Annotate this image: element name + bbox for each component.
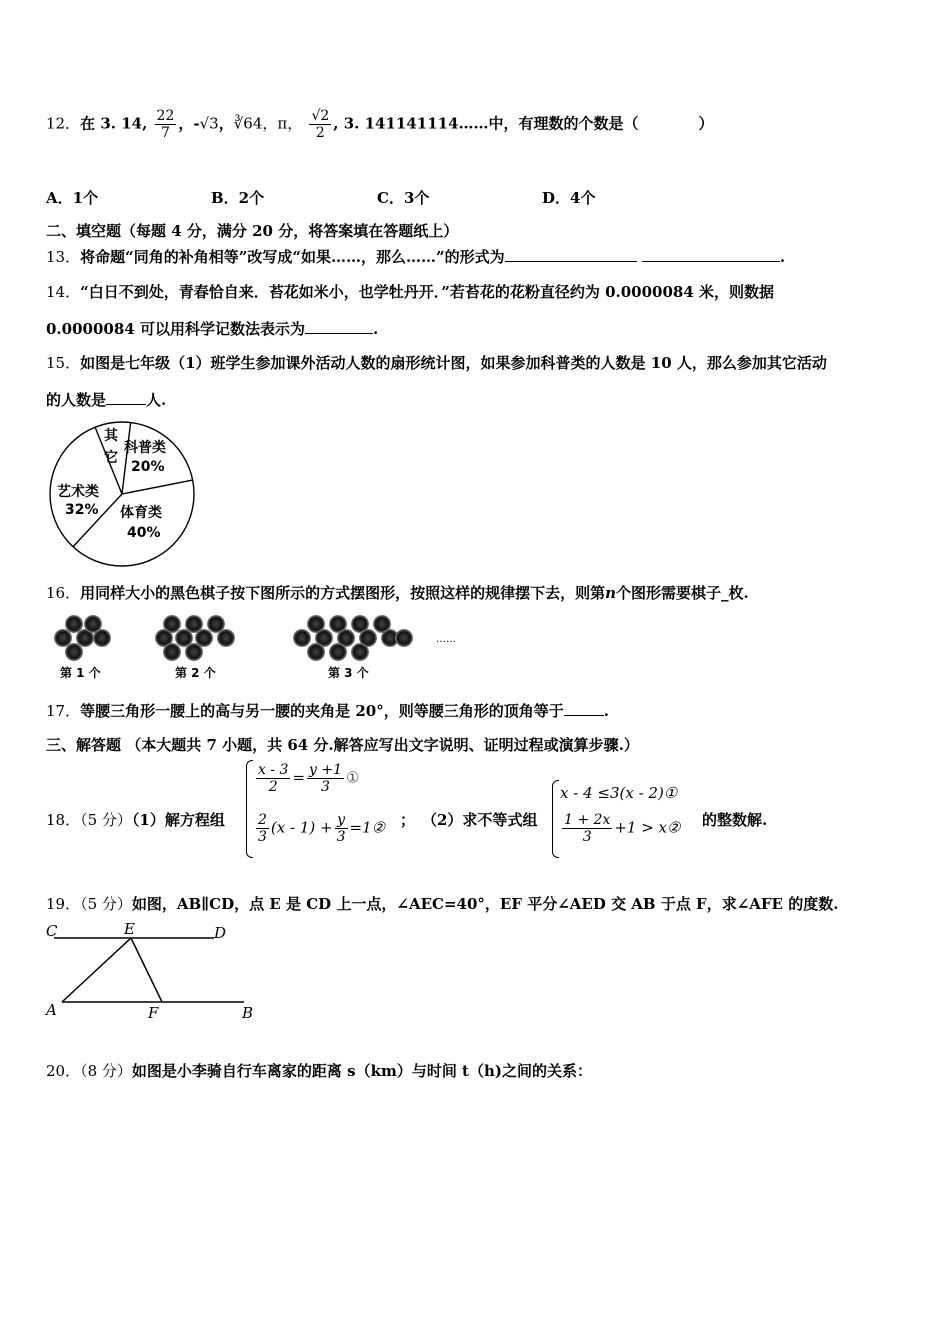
segment-ef bbox=[131, 938, 162, 1002]
section-2-heading: 二、填空题（每题 4 分，满分 20 分，将答案填在答题纸上） bbox=[46, 222, 459, 240]
frac-top: y +1 bbox=[309, 762, 343, 778]
q18-line bbox=[46, 809, 225, 830]
point-label-b: B bbox=[242, 1004, 254, 1022]
q17-number: 17． bbox=[46, 702, 81, 720]
pie-slice-boundary-体育类 bbox=[122, 480, 193, 494]
pie-label-tiyu-pct: 40% bbox=[127, 525, 161, 541]
q12-option-b: B．2个 bbox=[211, 189, 265, 207]
q15-line-1 bbox=[46, 352, 827, 373]
q15-end: 人. bbox=[146, 391, 167, 409]
q16-text-b: 个图形需要棋子_枚. bbox=[616, 584, 749, 602]
q16-line bbox=[46, 582, 749, 603]
q12-suffix: , 3. 141141114……中，有理数的个数是（ ） bbox=[333, 114, 714, 133]
point-label-f: F bbox=[148, 1004, 159, 1022]
pie-label-kepu-pct: 20% bbox=[131, 459, 165, 475]
q18-end: 的整数解. bbox=[702, 811, 768, 829]
q12-cbrt64: ∛64 bbox=[233, 114, 263, 133]
section-3-heading: 三、解答题 （本大题共 7 小题，共 64 分.解答应写出文字说明、证明过程或演算步骤.） bbox=[46, 736, 639, 754]
q14-number: 14． bbox=[46, 283, 81, 301]
q19-points: （5 分） bbox=[80, 895, 132, 913]
pattern-1 bbox=[54, 615, 111, 661]
frac-1-2x-over-3 bbox=[562, 812, 612, 845]
marker-1: ① bbox=[346, 768, 360, 787]
stone bbox=[307, 643, 325, 661]
frac-x-3-over-2 bbox=[256, 762, 290, 795]
pie-label-tiyu: 体育类 bbox=[120, 505, 162, 521]
q18-part2: （2）求不等式组 bbox=[422, 811, 538, 829]
point-label-d: D bbox=[214, 924, 227, 942]
q12-sqrt3: √3 bbox=[199, 114, 219, 133]
q14-line-2 bbox=[46, 318, 378, 339]
stone bbox=[65, 643, 83, 661]
q20-points: （8 分） bbox=[80, 1062, 132, 1080]
q20-text: 如图是小李骑自行车离家的距离 s（km）与时间 t（h)之间的关系： bbox=[131, 1062, 592, 1080]
q18-separator: ； bbox=[400, 811, 416, 829]
q12-option-d: D．4个 bbox=[542, 189, 596, 207]
point-label-e: E bbox=[124, 920, 135, 938]
q12-number: 12． bbox=[46, 114, 81, 133]
pie-label-yishu-pct: 32% bbox=[65, 502, 99, 518]
q18-brace-1 bbox=[246, 760, 253, 858]
pattern-2 bbox=[155, 615, 235, 661]
q20-number: 20． bbox=[46, 1062, 81, 1080]
q12-prefix: 在 3. 14, bbox=[80, 114, 148, 133]
frac-bottom: 2 bbox=[315, 125, 325, 141]
q18-system1-eq2 bbox=[254, 812, 385, 845]
segment-ae bbox=[62, 938, 131, 1002]
stone bbox=[163, 643, 181, 661]
q12-sep1: ，- bbox=[178, 114, 200, 133]
stone bbox=[351, 643, 369, 661]
frac-y-1-over-3 bbox=[307, 762, 344, 795]
frac-top: y bbox=[335, 812, 348, 829]
pie-label-kepu: 科普类 bbox=[124, 440, 166, 456]
point-label-a: A bbox=[46, 1001, 57, 1019]
parallel-lines-figure bbox=[44, 922, 274, 1022]
q13-line bbox=[46, 246, 785, 267]
frac-bottom: 3 bbox=[321, 779, 330, 795]
q19-line bbox=[46, 893, 838, 914]
q12-fraction-sqrt2-2 bbox=[309, 108, 331, 141]
q15-text-1: 如图是七年级（1）班学生参加课外活动人数的扇形统计图，如果参加科普类的人数是 10 人，那么参加其它活动 bbox=[80, 354, 827, 372]
q17-end: . bbox=[603, 702, 609, 720]
q12-fraction-22-7 bbox=[155, 108, 177, 141]
q15-text-2: 的人数是 bbox=[46, 391, 107, 409]
pattern-caption-3: 第 3 个 bbox=[328, 666, 369, 680]
frac-top: x - 3 bbox=[258, 762, 289, 778]
frac-bottom: 2 bbox=[268, 779, 278, 795]
stone bbox=[185, 643, 203, 661]
q19-text: 如图，AB∥CD，点 E 是 CD 上一点，∠AEC=40°，EF 平分∠AED 交 AB 于点 F，求∠AFE 的度数. bbox=[131, 895, 839, 913]
q14-text-2: 0.0000084 可以用科学记数法表示为 bbox=[46, 320, 305, 338]
q14-end: . bbox=[372, 320, 379, 338]
frac-top: 2 bbox=[258, 812, 267, 828]
q13-text: 将命题“同角的补角相等”改写成“如果……，那么……”的形式为 bbox=[80, 248, 505, 266]
q20-line bbox=[46, 1060, 592, 1081]
stone bbox=[293, 629, 311, 647]
q18-system2-ineq2 bbox=[560, 812, 680, 845]
q15-number: 15． bbox=[46, 354, 81, 372]
pattern-3 bbox=[293, 615, 413, 661]
q12-sep3: ，π， bbox=[262, 114, 303, 133]
stone bbox=[329, 643, 347, 661]
q12-option-a: A．1个 bbox=[46, 189, 99, 207]
q14-text-1: “白日不到处，青春恰自来．苔花如米小，也学牡丹开．”若苔花的花粉直径约为 0.0000084 米，则数据 bbox=[80, 283, 775, 301]
stone bbox=[84, 615, 102, 633]
q16-number: 16． bbox=[46, 584, 81, 602]
frac-bottom: 3 bbox=[258, 829, 267, 845]
q18-part1: （1）解方程组 bbox=[131, 811, 225, 829]
stone bbox=[65, 615, 83, 633]
frac-bottom: 3 bbox=[582, 829, 592, 845]
q18-system2-ineq1: x - 4 ≤3(x - 2)① bbox=[560, 784, 678, 802]
pattern-ellipsis: …… bbox=[436, 634, 456, 645]
pie-label-yishu: 艺术类 bbox=[57, 484, 99, 500]
pattern-caption-2: 第 2 个 bbox=[175, 666, 216, 680]
q16-text-a: 用同样大小的黑色棋子按下图所示的方式摆图形，按照这样的规律摆下去，则第 bbox=[80, 584, 606, 602]
q14-line-1 bbox=[46, 281, 774, 302]
equals-1-marker-2: =1② bbox=[349, 818, 386, 837]
q12-line bbox=[46, 108, 714, 141]
equals-sign: = bbox=[292, 768, 306, 787]
pie-slice-boundary-科普类 bbox=[122, 423, 131, 494]
q17-text: 等腰三角形一腰上的高与另一腰的夹角是 20°，则等腰三角形的顶角等于 bbox=[80, 702, 564, 720]
frac-bottom: 3 bbox=[336, 829, 346, 845]
q14-blank bbox=[305, 319, 373, 334]
q13-number: 13． bbox=[46, 248, 81, 266]
q18-points: （5 分） bbox=[80, 811, 132, 829]
pie-label-ta: 它 bbox=[104, 450, 118, 466]
stone bbox=[54, 629, 72, 647]
q15-line-2 bbox=[46, 389, 166, 410]
q18-system1-eq1 bbox=[254, 762, 359, 795]
q13-blank-2 bbox=[642, 247, 780, 262]
q13-blank-1 bbox=[505, 247, 637, 262]
q15-blank bbox=[106, 390, 146, 405]
q18-number: 18． bbox=[46, 811, 81, 829]
frac-2-over-3 bbox=[256, 812, 269, 845]
pattern-caption-1: 第 1 个 bbox=[60, 666, 101, 680]
q18-brace-2 bbox=[552, 780, 559, 858]
q12-option-c: C．3个 bbox=[377, 189, 430, 207]
expr-tail: (x - 1) + bbox=[270, 818, 333, 837]
stone bbox=[207, 615, 225, 633]
frac-bottom: 7 bbox=[160, 125, 170, 141]
ineq-tail: +1 > x② bbox=[614, 818, 681, 837]
frac-top: 1 + 2x bbox=[564, 812, 611, 828]
q19-number: 19． bbox=[46, 895, 81, 913]
frac-top: 22 bbox=[156, 108, 175, 124]
q12-sep2: ， bbox=[218, 114, 234, 133]
point-label-c: C bbox=[46, 922, 58, 940]
pie-label-qi: 其 bbox=[104, 428, 118, 444]
q13-end: . bbox=[779, 248, 786, 266]
q17-blank bbox=[564, 701, 604, 716]
frac-top: √2 bbox=[311, 108, 330, 124]
q17-line bbox=[46, 700, 609, 721]
q16-n: n bbox=[605, 584, 617, 602]
chess-pattern-figure bbox=[44, 612, 464, 682]
frac-y-over-3 bbox=[335, 812, 348, 845]
stone bbox=[395, 629, 413, 647]
